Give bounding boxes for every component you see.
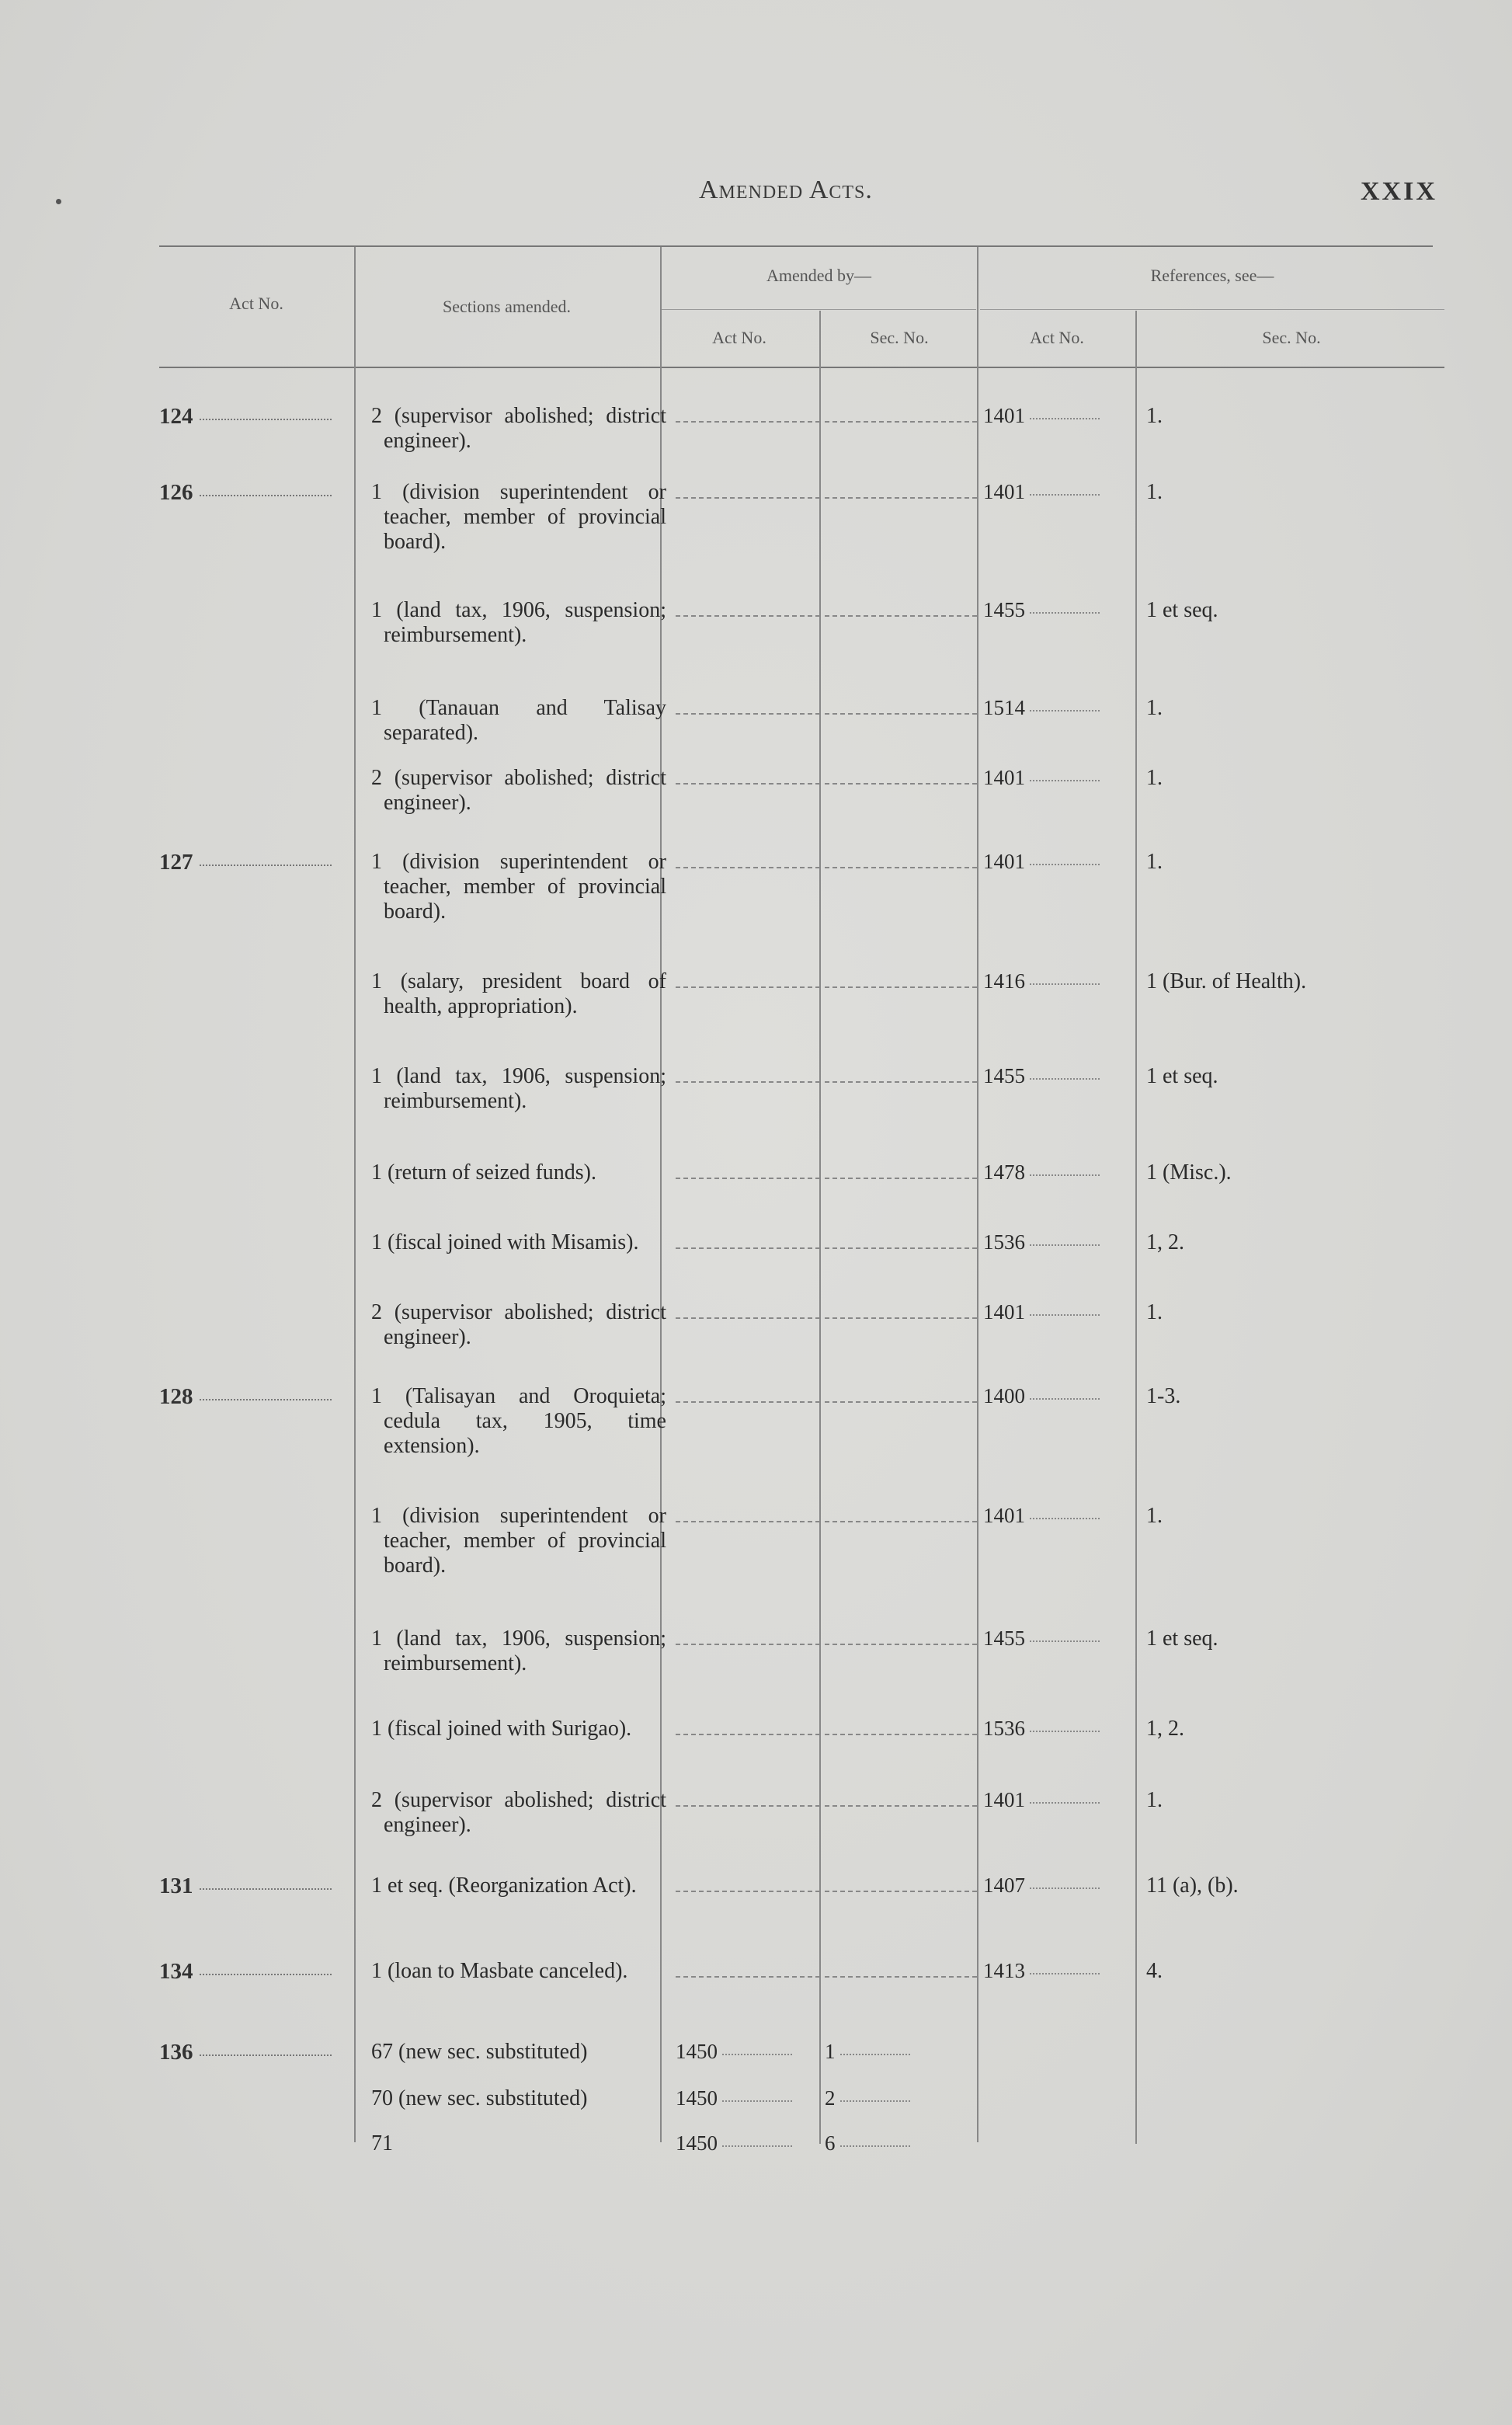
ref-sec-cell: [1146, 1874, 1434, 1898]
blank-dash: [676, 853, 820, 868]
sections-amended-text: 1 (return of seized funds).: [371, 1160, 597, 1185]
ref-sec-value: 1 (Bur. of Health).: [1146, 969, 1307, 993]
header-amended-act-no: Act No.: [712, 328, 766, 347]
act-number-cell: [159, 1384, 356, 1410]
sections-amended-text: 1 (Talisayan and Oroquieta; cedula tax, 1905, time extension).: [371, 1384, 666, 1458]
amended-sec-cell: [825, 766, 977, 785]
ref-sec-value: 1, 2.: [1146, 1230, 1184, 1254]
blank-dash: [825, 853, 977, 868]
ref-sec-value: 1.: [1146, 1788, 1163, 1812]
sections-amended-text: 1 (Tanauan and Talisay separated).: [371, 696, 666, 745]
sections-amended-cell: [371, 766, 666, 816]
blank-dash: [676, 1962, 820, 1978]
blank-dash: [825, 972, 977, 988]
amended-sec-cell: [825, 480, 977, 499]
sections-amended-text: 1 (division superintendent or teacher, member of provincial board).: [371, 1504, 666, 1578]
act-number-cell: [159, 2040, 356, 2065]
blank-dash: [825, 1164, 977, 1179]
blank-dash: [676, 1233, 820, 1249]
sections-amended-text: 1 (fiscal joined with Misamis).: [371, 1230, 639, 1254]
sections-amended-text: 2 (supervisor abolished; district engineer).: [371, 766, 666, 815]
blank-dash: [676, 1877, 820, 1892]
blank-dash: [676, 972, 820, 988]
sections-amended-cell: [371, 1874, 666, 1898]
table-row: [159, 2086, 1434, 2111]
table-row: [159, 480, 1434, 555]
ref-act-value: 1413: [983, 1959, 1100, 1983]
ref-act-value: 1401: [983, 404, 1100, 428]
amended-sec-cell: [825, 1384, 977, 1403]
ref-act-value: 1416: [983, 969, 1100, 993]
table-row: [159, 1874, 1434, 1899]
blank-dash: [825, 1877, 977, 1892]
ref-sec-cell: [1146, 598, 1434, 623]
ref-sec-value: 1.: [1146, 1300, 1163, 1324]
header-references: References, see—: [1150, 266, 1274, 285]
blank-dash: [825, 1630, 977, 1645]
sections-amended-cell: [371, 1959, 666, 1984]
table-row: [159, 969, 1434, 1019]
table-row: [159, 1160, 1434, 1185]
amended-act-cell: [676, 969, 820, 988]
sections-amended-text: 71: [371, 2131, 393, 2155]
ref-sec-value: 1, 2.: [1146, 1717, 1184, 1741]
sections-amended-text: 1 (land tax, 1906, suspension; reimbursement).: [371, 1627, 666, 1675]
header-act-no: Act No.: [229, 294, 283, 313]
blank-dash: [676, 1791, 820, 1807]
blank-dash: [676, 407, 820, 423]
ref-sec-value: 1 et seq.: [1146, 598, 1218, 622]
ref-sec-value: 4.: [1146, 1959, 1163, 1983]
amended-act-cell: [676, 2131, 820, 2155]
sections-amended-cell: [371, 1300, 666, 1350]
sections-amended-cell: [371, 1788, 666, 1838]
leader-dots: [200, 419, 332, 420]
amended-act-cell: [676, 1160, 820, 1179]
blank-dash: [676, 769, 820, 785]
amended-act-cell: [676, 480, 820, 499]
amended-sec-cell: [825, 404, 977, 423]
amended-act-cell: [676, 1627, 820, 1645]
sections-amended-cell: [371, 2086, 666, 2111]
ref-sec-value: 1.: [1146, 850, 1163, 874]
blank-dash: [825, 1720, 977, 1735]
amended-sec-value: 1: [825, 2040, 910, 2064]
act-number: 134: [159, 1959, 193, 1984]
ref-sec-cell: [1146, 1717, 1434, 1741]
ref-act-cell: [983, 1788, 1137, 1812]
sections-amended-text: 2 (supervisor abolished; district engineer).: [371, 1300, 666, 1349]
act-number: 128: [159, 1384, 193, 1409]
table-row: [159, 1300, 1434, 1350]
ref-act-cell: [983, 1300, 1137, 1324]
ref-act-cell: [983, 969, 1137, 993]
amended-sec-cell: [825, 969, 977, 988]
amended-act-cell: [676, 2086, 820, 2110]
table-row: [159, 2040, 1434, 2065]
amended-by-rule: [662, 309, 976, 310]
page-number: XXIX: [1361, 177, 1437, 206]
sections-amended-cell: [371, 696, 666, 746]
ref-sec-cell: [1146, 1504, 1434, 1529]
act-number-cell: [159, 480, 356, 506]
amended-act-value: 1450: [676, 2086, 792, 2110]
sections-amended-cell: [371, 1504, 666, 1578]
amended-sec-cell: [825, 1874, 977, 1892]
blank-dash: [676, 1067, 820, 1083]
table-row: [159, 850, 1434, 924]
sections-amended-cell: [371, 480, 666, 555]
blank-dash: [825, 483, 977, 499]
sections-amended-text: 1 (fiscal joined with Surigao).: [371, 1717, 632, 1741]
amended-sec-cell: [825, 1300, 977, 1319]
ref-act-cell: [983, 1384, 1137, 1408]
ref-sec-cell: [1146, 696, 1434, 721]
leader-dots: [200, 1888, 332, 1890]
sections-amended-text: 70 (new sec. substituted): [371, 2086, 588, 2110]
sections-amended-cell: [371, 1230, 666, 1255]
ref-act-cell: [983, 850, 1137, 874]
act-number-cell: [159, 1959, 356, 1985]
ref-act-cell: [983, 696, 1137, 720]
sections-amended-text: 1 (land tax, 1906, suspension; reimbursement).: [371, 1064, 666, 1113]
ref-sec-cell: [1146, 850, 1434, 875]
act-number: 124: [159, 404, 193, 429]
sections-amended-cell: [371, 850, 666, 924]
margin-dot: [56, 199, 61, 204]
ref-sec-cell: [1146, 1160, 1434, 1185]
blank-dash: [676, 1507, 820, 1522]
ref-act-value: 1401: [983, 850, 1100, 874]
sections-amended-cell: [371, 2131, 666, 2156]
amended-sec-cell: [825, 1160, 977, 1179]
ref-sec-cell: [1146, 1959, 1434, 1984]
blank-dash: [676, 483, 820, 499]
ref-act-value: 1401: [983, 1504, 1100, 1528]
amended-sec-value: 6: [825, 2131, 910, 2155]
ref-act-cell: [983, 480, 1137, 504]
leader-dots: [200, 495, 332, 496]
ref-act-cell: [983, 1874, 1137, 1898]
ref-act-value: 1536: [983, 1717, 1100, 1741]
ref-act-value: 1401: [983, 480, 1100, 504]
header-ref-act-no: Act No.: [1030, 328, 1084, 347]
ref-act-value: 1455: [983, 1064, 1100, 1088]
sections-amended-text: 1 (land tax, 1906, suspension; reimbursement).: [371, 598, 666, 647]
act-number: 127: [159, 850, 193, 875]
ref-sec-value: 1-3.: [1146, 1384, 1181, 1408]
sections-amended-cell: [371, 404, 666, 454]
ref-act-cell: [983, 1627, 1137, 1651]
amended-sec-cell: [825, 1717, 977, 1735]
amended-act-cell: [676, 696, 820, 715]
table-row: [159, 696, 1434, 746]
ref-sec-cell: [1146, 1064, 1434, 1089]
ref-act-cell: [983, 766, 1137, 790]
ref-act-value: 1514: [983, 696, 1100, 720]
amended-sec-cell: [825, 2040, 977, 2064]
sections-amended-text: 1 (division superintendent or teacher, member of provincial board).: [371, 850, 666, 924]
amended-sec-cell: [825, 696, 977, 715]
ref-act-value: 1455: [983, 598, 1100, 622]
blank-dash: [825, 769, 977, 785]
sections-amended-text: 1 (loan to Masbate canceled).: [371, 1959, 628, 1983]
sections-amended-cell: [371, 969, 666, 1019]
ref-sec-cell: [1146, 404, 1434, 429]
ref-sec-cell: [1146, 1384, 1434, 1409]
blank-dash: [676, 1720, 820, 1735]
ref-act-value: 1407: [983, 1874, 1100, 1898]
table-row: [159, 1064, 1434, 1114]
ref-sec-value: 1.: [1146, 766, 1163, 790]
ref-act-value: 1478: [983, 1160, 1100, 1185]
table-row: [159, 1384, 1434, 1459]
blank-dash: [825, 1067, 977, 1083]
leader-dots: [200, 1974, 332, 1975]
blank-dash: [825, 601, 977, 617]
ref-sec-cell: [1146, 480, 1434, 505]
ref-sec-value: 11 (a), (b).: [1146, 1874, 1239, 1898]
amended-sec-value: 2: [825, 2086, 910, 2110]
amended-sec-cell: [825, 1627, 977, 1645]
table-row: [159, 598, 1434, 648]
table-row: [159, 1504, 1434, 1578]
amended-act-cell: [676, 1717, 820, 1735]
ref-act-value: 1401: [983, 766, 1100, 790]
ref-sec-cell: [1146, 766, 1434, 791]
sections-amended-text: 1 et seq. (Reorganization Act).: [371, 1874, 637, 1898]
table-row: [159, 766, 1434, 816]
running-head: Amended Acts.: [699, 176, 873, 204]
blank-dash: [676, 1303, 820, 1319]
table-row: [159, 1788, 1434, 1838]
header-amended-by: Amended by—: [766, 266, 872, 285]
header-ref-sec-no: Sec. No.: [1262, 328, 1321, 347]
blank-dash: [825, 1507, 977, 1522]
ref-sec-value: 1 et seq.: [1146, 1064, 1218, 1088]
act-number: 131: [159, 1874, 193, 1898]
sections-amended-cell: [371, 1384, 666, 1459]
ref-act-cell: [983, 1160, 1137, 1185]
sections-amended-text: 1 (salary, president board of health, appropriation).: [371, 969, 666, 1018]
ref-sec-value: 1 et seq.: [1146, 1627, 1218, 1651]
amended-sec-cell: [825, 1064, 977, 1083]
amended-act-cell: [676, 850, 820, 868]
references-rule: [980, 309, 1444, 310]
amended-sec-cell: [825, 1504, 977, 1522]
sections-amended-text: 2 (supervisor abolished; district engineer).: [371, 1788, 666, 1837]
ref-sec-cell: [1146, 1300, 1434, 1325]
table-row: [159, 1959, 1434, 1985]
ref-act-cell: [983, 1064, 1137, 1088]
amended-sec-cell: [825, 850, 977, 868]
amended-sec-cell: [825, 2086, 977, 2110]
ref-sec-value: 1.: [1146, 696, 1163, 720]
leader-dots: [200, 1399, 332, 1400]
header-amended-sec-no: Sec. No.: [870, 328, 929, 347]
header-bottom-rule: [159, 367, 1444, 368]
amended-act-cell: [676, 1300, 820, 1319]
act-number: 126: [159, 480, 193, 505]
act-number-cell: [159, 850, 356, 875]
column-divider: [819, 311, 821, 2144]
column-divider: [1135, 311, 1137, 2144]
header-sections-amended: Sections amended.: [443, 297, 571, 316]
amended-sec-cell: [825, 1230, 977, 1249]
blank-dash: [676, 699, 820, 715]
blank-dash: [825, 407, 977, 423]
ref-sec-value: 1.: [1146, 480, 1163, 504]
amended-sec-cell: [825, 2131, 977, 2155]
blank-dash: [676, 1164, 820, 1179]
sections-amended-text: 1 (division superintendent or teacher, member of provincial board).: [371, 480, 666, 554]
sections-amended-cell: [371, 598, 666, 648]
blank-dash: [825, 1387, 977, 1403]
sections-amended-cell: [371, 1064, 666, 1114]
sections-amended-text: 67 (new sec. substituted): [371, 2040, 588, 2064]
ref-act-value: 1536: [983, 1230, 1100, 1254]
amended-act-cell: [676, 1230, 820, 1249]
amended-act-value: 1450: [676, 2040, 792, 2064]
amended-act-cell: [676, 766, 820, 785]
amended-act-cell: [676, 1874, 820, 1892]
ref-sec-value: 1.: [1146, 404, 1163, 428]
amended-sec-cell: [825, 1788, 977, 1807]
table-row: [159, 1230, 1434, 1255]
act-number-cell: [159, 404, 356, 430]
amended-act-cell: [676, 598, 820, 617]
blank-dash: [676, 601, 820, 617]
ref-sec-cell: [1146, 1627, 1434, 1651]
amended-sec-cell: [825, 1959, 977, 1978]
sections-amended-text: 2 (supervisor abolished; district engineer).: [371, 404, 666, 453]
blank-dash: [676, 1387, 820, 1403]
table-row: [159, 2131, 1434, 2156]
ref-sec-cell: [1146, 969, 1434, 994]
amended-act-cell: [676, 1064, 820, 1083]
ref-act-value: 1401: [983, 1300, 1100, 1324]
ref-act-value: 1401: [983, 1788, 1100, 1812]
leader-dots: [200, 865, 332, 866]
amended-act-cell: [676, 1788, 820, 1807]
table-row: [159, 1717, 1434, 1741]
blank-dash: [676, 1630, 820, 1645]
table-row: [159, 1627, 1434, 1676]
blank-dash: [825, 699, 977, 715]
ref-sec-value: 1.: [1146, 1504, 1163, 1528]
ref-act-cell: [983, 1230, 1137, 1254]
amended-sec-cell: [825, 598, 977, 617]
ref-act-cell: [983, 1959, 1137, 1983]
amended-act-cell: [676, 404, 820, 423]
sections-amended-cell: [371, 1627, 666, 1676]
ref-act-cell: [983, 1717, 1137, 1741]
ref-act-value: 1400: [983, 1384, 1100, 1408]
ref-act-cell: [983, 1504, 1137, 1528]
act-number-cell: [159, 1874, 356, 1899]
sections-amended-cell: [371, 1717, 666, 1741]
ref-sec-value: 1 (Misc.).: [1146, 1160, 1232, 1185]
sections-amended-cell: [371, 2040, 666, 2065]
leader-dots: [200, 2054, 332, 2056]
blank-dash: [825, 1303, 977, 1319]
ref-act-cell: [983, 598, 1137, 622]
blank-dash: [825, 1962, 977, 1978]
amended-act-value: 1450: [676, 2131, 792, 2155]
ref-sec-cell: [1146, 1788, 1434, 1813]
amended-act-cell: [676, 1959, 820, 1978]
blank-dash: [825, 1233, 977, 1249]
amended-act-cell: [676, 1504, 820, 1522]
table-row: [159, 404, 1434, 454]
sections-amended-cell: [371, 1160, 666, 1185]
ref-act-value: 1455: [983, 1627, 1100, 1651]
ref-sec-cell: [1146, 1230, 1434, 1255]
blank-dash: [825, 1791, 977, 1807]
amended-act-cell: [676, 2040, 820, 2064]
amended-act-cell: [676, 1384, 820, 1403]
ref-act-cell: [983, 404, 1137, 428]
act-number: 136: [159, 2040, 193, 2065]
top-rule: [159, 245, 1433, 247]
